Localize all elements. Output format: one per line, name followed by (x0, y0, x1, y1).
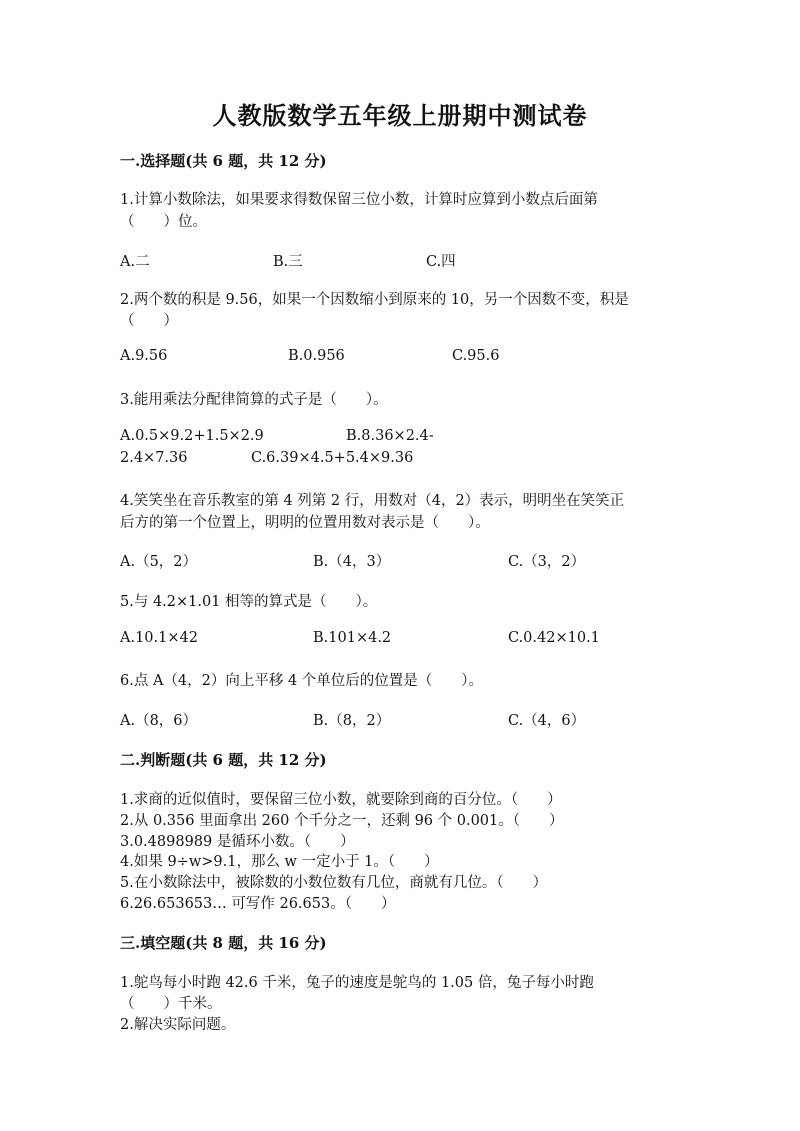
judge-item-5: 5.在小数除法中，被除数的小数位数有几位，商就有几位。（ ） (120, 875, 548, 891)
q4-option-a: A.（5，2） (120, 554, 198, 570)
q3-option-b-cont: 2.4×7.36 (120, 450, 188, 466)
judge-item-6: 6.26.653653… 可写作 26.653。（ ） (120, 896, 396, 912)
judge-item-1: 1.求商的近似值时，要保留三位小数，就要除到商的百分位。（ ） (120, 792, 562, 808)
section-heading-judge: 二.判断题(共 6 题，共 12 分) (120, 751, 327, 769)
q5-option-a: A.10.1×42 (120, 630, 198, 646)
q5-option-b: B.101×4.2 (313, 630, 392, 646)
q2-option-b: B.0.956 (288, 348, 345, 364)
q6-option-c: C.（4，6） (508, 713, 586, 729)
q1-option-a: A.二 (120, 254, 150, 270)
q3-option-b: B.8.36×2.4- (346, 428, 434, 444)
question-3-text: 3.能用乘法分配律简算的式子是（ ）。 (120, 392, 388, 408)
q3-option-a: A.0.5×9.2+1.5×2.9 (120, 428, 264, 444)
q2-option-c: C.95.6 (452, 348, 500, 364)
judge-item-3: 3.0.4898989 是循环小数。（ ） (120, 834, 355, 850)
q6-option-a: A.（8，6） (120, 713, 198, 729)
fill-question-1-text: 1.鸵鸟每小时跑 42.6 千米，兔子的速度是鸵鸟的 1.05 倍，兔子每小时跑 (120, 975, 594, 991)
section-heading-fill: 三.填空题(共 8 题，共 16 分) (120, 934, 327, 952)
q4-option-b: B.（4，3） (313, 554, 391, 570)
judge-item-4: 4.如果 9÷w>9.1，那么 w 一定小于 1。（ ） (120, 854, 439, 870)
q2-option-a: A.9.56 (120, 348, 168, 364)
question-2-text: 2.两个数的积是 9.56，如果一个因数缩小到原来的 10，另一个因数不变，积是 (120, 292, 629, 308)
q1-option-c: C.四 (426, 254, 456, 270)
q3-option-c: C.6.39×4.5+5.4×9.36 (251, 450, 414, 466)
q1-option-b: B.三 (273, 254, 303, 270)
section-heading-choice: 一.选择题(共 6 题，共 12 分) (120, 152, 327, 170)
q5-option-c: C.0.42×10.1 (508, 630, 600, 646)
q6-option-b: B.（8，2） (313, 713, 391, 729)
question-1-text: 1.计算小数除法，如果要求得数保留三位小数，计算时应算到小数点后面第 (120, 192, 598, 208)
q4-option-c: C.（3，2） (508, 554, 586, 570)
question-5-text: 5.与 4.2×1.01 相等的算式是（ ）。 (120, 594, 378, 610)
fill-question-1-text-cont: （ ）千米。 (120, 996, 222, 1012)
question-2-text-cont: （ ） (120, 313, 178, 329)
fill-question-2-text: 2.解决实际问题。 (120, 1017, 236, 1033)
question-6-text: 6.点 A（4，2）向上平移 4 个单位后的位置是（ ）。 (120, 673, 484, 689)
question-4-text-cont: 后方的第一个位置上，明明的位置用数对表示是（ ）。 (120, 515, 490, 531)
question-4-text: 4.笑笑坐在音乐教室的第 4 列第 2 行，用数对（4，2）表示，明明坐在笑笑正 (120, 493, 625, 509)
page-title: 人教版数学五年级上册期中测试卷 (212, 101, 588, 130)
judge-item-2: 2.从 0.356 里面拿出 260 个千分之一，还剩 96 个 0.001。（ ） (120, 813, 564, 829)
question-1-text-cont: （ ）位。 (120, 214, 207, 230)
